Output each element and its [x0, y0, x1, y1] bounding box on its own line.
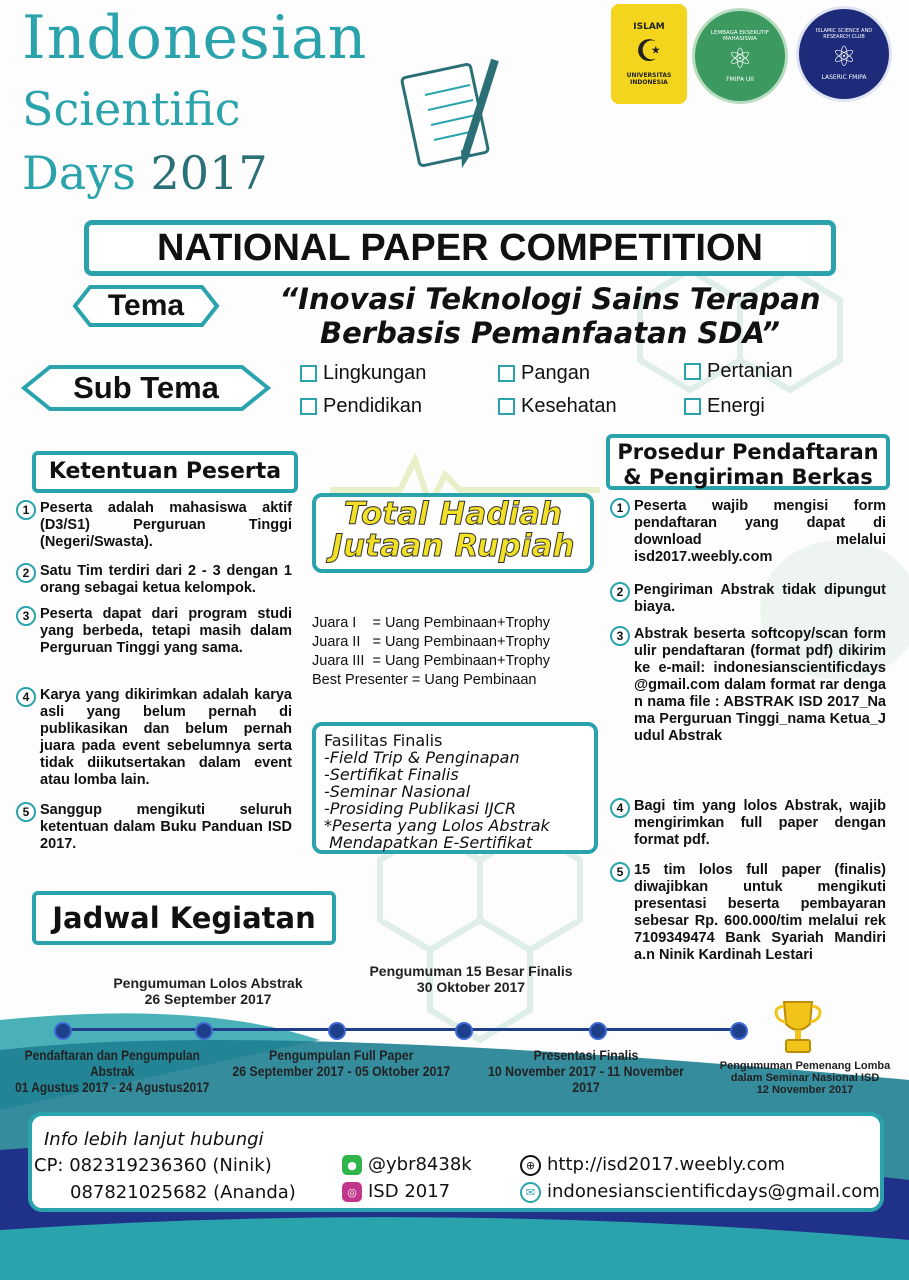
checkbox-icon — [684, 363, 701, 380]
tema-label: Tema — [107, 289, 185, 322]
title-line-2: Scientific — [22, 82, 241, 136]
ketentuan-item: 5 Sanggup mengikuti seluruh ketentuan dalam Buku Panduan ISD 2017. — [16, 802, 292, 853]
fasilitas-item: *Peserta yang Lolos Abstrak — [324, 816, 550, 835]
hadiah-title — [312, 498, 594, 562]
fasilitas-item: -Prosiding Publikasi IJCR — [324, 799, 517, 818]
mail-icon: ✉ — [520, 1182, 541, 1203]
instagram-icon: ◎ — [342, 1182, 362, 1202]
checkbox-icon — [684, 398, 701, 415]
number-badge-icon: 2 — [16, 563, 36, 583]
fasilitas-item: -Sertifikat Finalis — [324, 765, 459, 784]
ketentuan-item: 2 Satu Tim terdiri dari 2 - 3 dengan 1 orang sebagai ketua kelompok. — [16, 563, 292, 597]
competition-banner: NATIONAL PAPER COMPETITION — [84, 220, 836, 276]
checkbox-icon — [498, 365, 515, 382]
number-badge-icon: 1 — [610, 498, 630, 518]
timeline-top-event-2: Pengumuman 15 Besar Finalis 30 Oktober 2017 — [369, 963, 573, 995]
number-badge-icon: 4 — [610, 798, 630, 818]
sub-tema-item-kesehatan: Kesehatan — [498, 395, 617, 418]
timeline-dot — [54, 1022, 72, 1040]
prize-item: Juara II = Uang Pembinaan+Trophy — [312, 634, 551, 650]
ketentuan-item: 1 Peserta adalah mahasiswa aktif (D3/S1) Perguruan Tinggi (Negeri/Swasta). — [16, 500, 292, 551]
islamic-science-research-club-logo: ISLAMIC SCIENCE AND RESEARCH CLUB ⚛ LASERIC FMIPA — [796, 6, 892, 102]
notepad-pen-icon — [400, 50, 520, 180]
sub-tema-item-pangan: Pangan — [498, 362, 590, 385]
title-line-1: Indonesian — [22, 3, 368, 73]
title-year: 2017 — [150, 146, 268, 200]
fasilitas-title: Fasilitas Finalis — [324, 731, 443, 750]
title-line-3 — [22, 146, 268, 200]
prize-item: Best Presenter = Uang Pembinaan — [312, 672, 537, 688]
jadwal-heading: Jadwal Kegiatan — [32, 891, 336, 945]
timeline-dot — [730, 1022, 748, 1040]
title-word-days: Days — [22, 146, 136, 200]
globe-icon: ⊕ — [520, 1155, 541, 1176]
timeline-bottom-event-3: Presentasi Finalis 10 November 2017 - 11 November 2017 — [488, 1047, 684, 1095]
timeline-dot — [589, 1022, 607, 1040]
prosedur-heading-line-2: & Pengiriman Berkas — [623, 465, 873, 489]
sub-tema-label: Sub Tema — [73, 370, 219, 405]
number-badge-icon: 3 — [610, 626, 630, 646]
sub-tema-item-pertanian: Pertanian — [684, 360, 793, 383]
tema-line-2: Berbasis Pemanfaatan SDA” — [320, 316, 780, 350]
timeline-dot — [195, 1022, 213, 1040]
checkbox-icon — [498, 398, 515, 415]
prize-item: Juara III = Uang Pembinaan+Trophy — [312, 653, 551, 669]
fasilitas-item: -Field Trip & Penginapan — [324, 748, 520, 767]
contact-website[interactable]: ⊕ http://isd2017.weebly.com — [520, 1154, 785, 1176]
timeline-bottom-event-4: Pengumuman Pemenang Lomba dalam Seminar Nasional ISD 12 November 2017 — [719, 1060, 891, 1096]
trophy-icon — [770, 998, 826, 1058]
hadiah-line-1: Total Hadiah — [343, 496, 563, 532]
prosedur-item: 1 Peserta wajib mengisi form pendaftaran yang dapat di download melalui isd2017.weebly.com — [610, 498, 886, 566]
timeline-top-event-1: Pengumuman Lolos Abstrak 26 September 2017 — [113, 975, 303, 1007]
prosedur-item: 4 Bagi tim yang lolos Abstrak, wajib mengirimkan full paper dengan format pdf. — [610, 798, 886, 849]
contact-phone-1: CP: 082319236360 (Ninik) — [34, 1155, 272, 1176]
timeline-line — [60, 1028, 744, 1031]
hadiah-line-2: Jutaan Rupiah — [331, 528, 575, 564]
prosedur-heading-line-1: Prosedur Pendaftaran — [617, 440, 879, 464]
timeline-dot — [455, 1022, 473, 1040]
universitas-islam-indonesia-logo: ISLAM ☪ UNIVERSITAS INDONESIA — [611, 4, 687, 104]
number-badge-icon: 5 — [16, 802, 36, 822]
prize-item: Juara I = Uang Pembinaan+Trophy — [312, 615, 551, 631]
prosedur-heading — [606, 434, 890, 490]
number-badge-icon: 3 — [16, 606, 36, 626]
number-badge-icon: 1 — [16, 500, 36, 520]
contact-instagram: ◎ ISD 2017 — [342, 1181, 450, 1202]
number-badge-icon: 5 — [610, 862, 630, 882]
ketentuan-heading: Ketentuan Peserta — [32, 451, 298, 493]
number-badge-icon: 2 — [610, 582, 630, 602]
contact-intro: Info lebih lanjut hubungi — [44, 1129, 264, 1150]
lembaga-eksekutif-mahasiswa-logo: LEMBAGA EKSEKUTIF MAHASISWA ⚛ FMIPA UII — [692, 8, 788, 104]
number-badge-icon: 4 — [16, 687, 36, 707]
ketentuan-item: 3 Peserta dapat dari program studi yang berbeda, tetapi masih dalam Perguruan Tinggi yang sama. — [16, 606, 292, 657]
contact-email[interactable]: ✉ indonesianscientificdays@gmail.com — [520, 1181, 880, 1203]
line-app-icon: ● — [342, 1155, 362, 1175]
fasilitas-box — [312, 722, 598, 854]
tema-line-1: “Inovasi Teknologi Sains Terapan — [279, 282, 821, 316]
fasilitas-item: Mendapatkan E-Sertifikat — [324, 833, 533, 852]
tema-text — [250, 282, 850, 350]
sub-tema-item-pendidikan: Pendidikan — [300, 395, 422, 418]
prize-list — [312, 614, 602, 690]
sub-tema-item-lingkungan: Lingkungan — [300, 362, 426, 385]
ketentuan-item: 4 Karya yang dikirimkan adalah karya asli yang belum pernah di publikasikan dan belum pernah juara pada event sebelumnya serta tidak diikutsertakan dalam event atau lomba lain. — [16, 687, 292, 789]
timeline-bottom-event-2: Pengumpulan Full Paper 26 September 2017 - 05 Oktober 2017 — [232, 1047, 451, 1079]
fasilitas-item: -Seminar Nasional — [324, 782, 471, 801]
sub-tema-item-energi: Energi — [684, 395, 765, 418]
timeline-dot — [328, 1022, 346, 1040]
contact-phone-2: 087821025682 (Ananda) — [70, 1182, 296, 1203]
timeline-bottom-event-1: Pendaftaran dan Pengumpulan Abstrak 01 Agustus 2017 - 24 Agustus2017 — [15, 1047, 210, 1095]
prosedur-item: 3 Abstrak beserta softcopy/scan formulir pendaftaran (format pdf) dikirim ke e-mail: indonesianscientificdays@gmail.com dalam format rar dengan nama file : ABSTRAK ISD 2017_Nama Perguruan Tinggi_nama Ketua_Judul Abstrak — [610, 626, 886, 745]
checkbox-icon — [300, 398, 317, 415]
prosedur-item: 5 15 tim lolos full paper (finalis) diwajibkan untuk mengikuti presentasi beserta pembayaran sebesar Rp. 600.000/tim melalui rek 7109349474 Bank Syariah Mandiri a.n Ninik Kardinah Lestari — [610, 862, 886, 964]
contact-line: ● @ybr8438k — [342, 1154, 472, 1175]
prosedur-item: 2 Pengiriman Abstrak tidak dipungut biaya. — [610, 582, 886, 616]
checkbox-icon — [300, 365, 317, 382]
